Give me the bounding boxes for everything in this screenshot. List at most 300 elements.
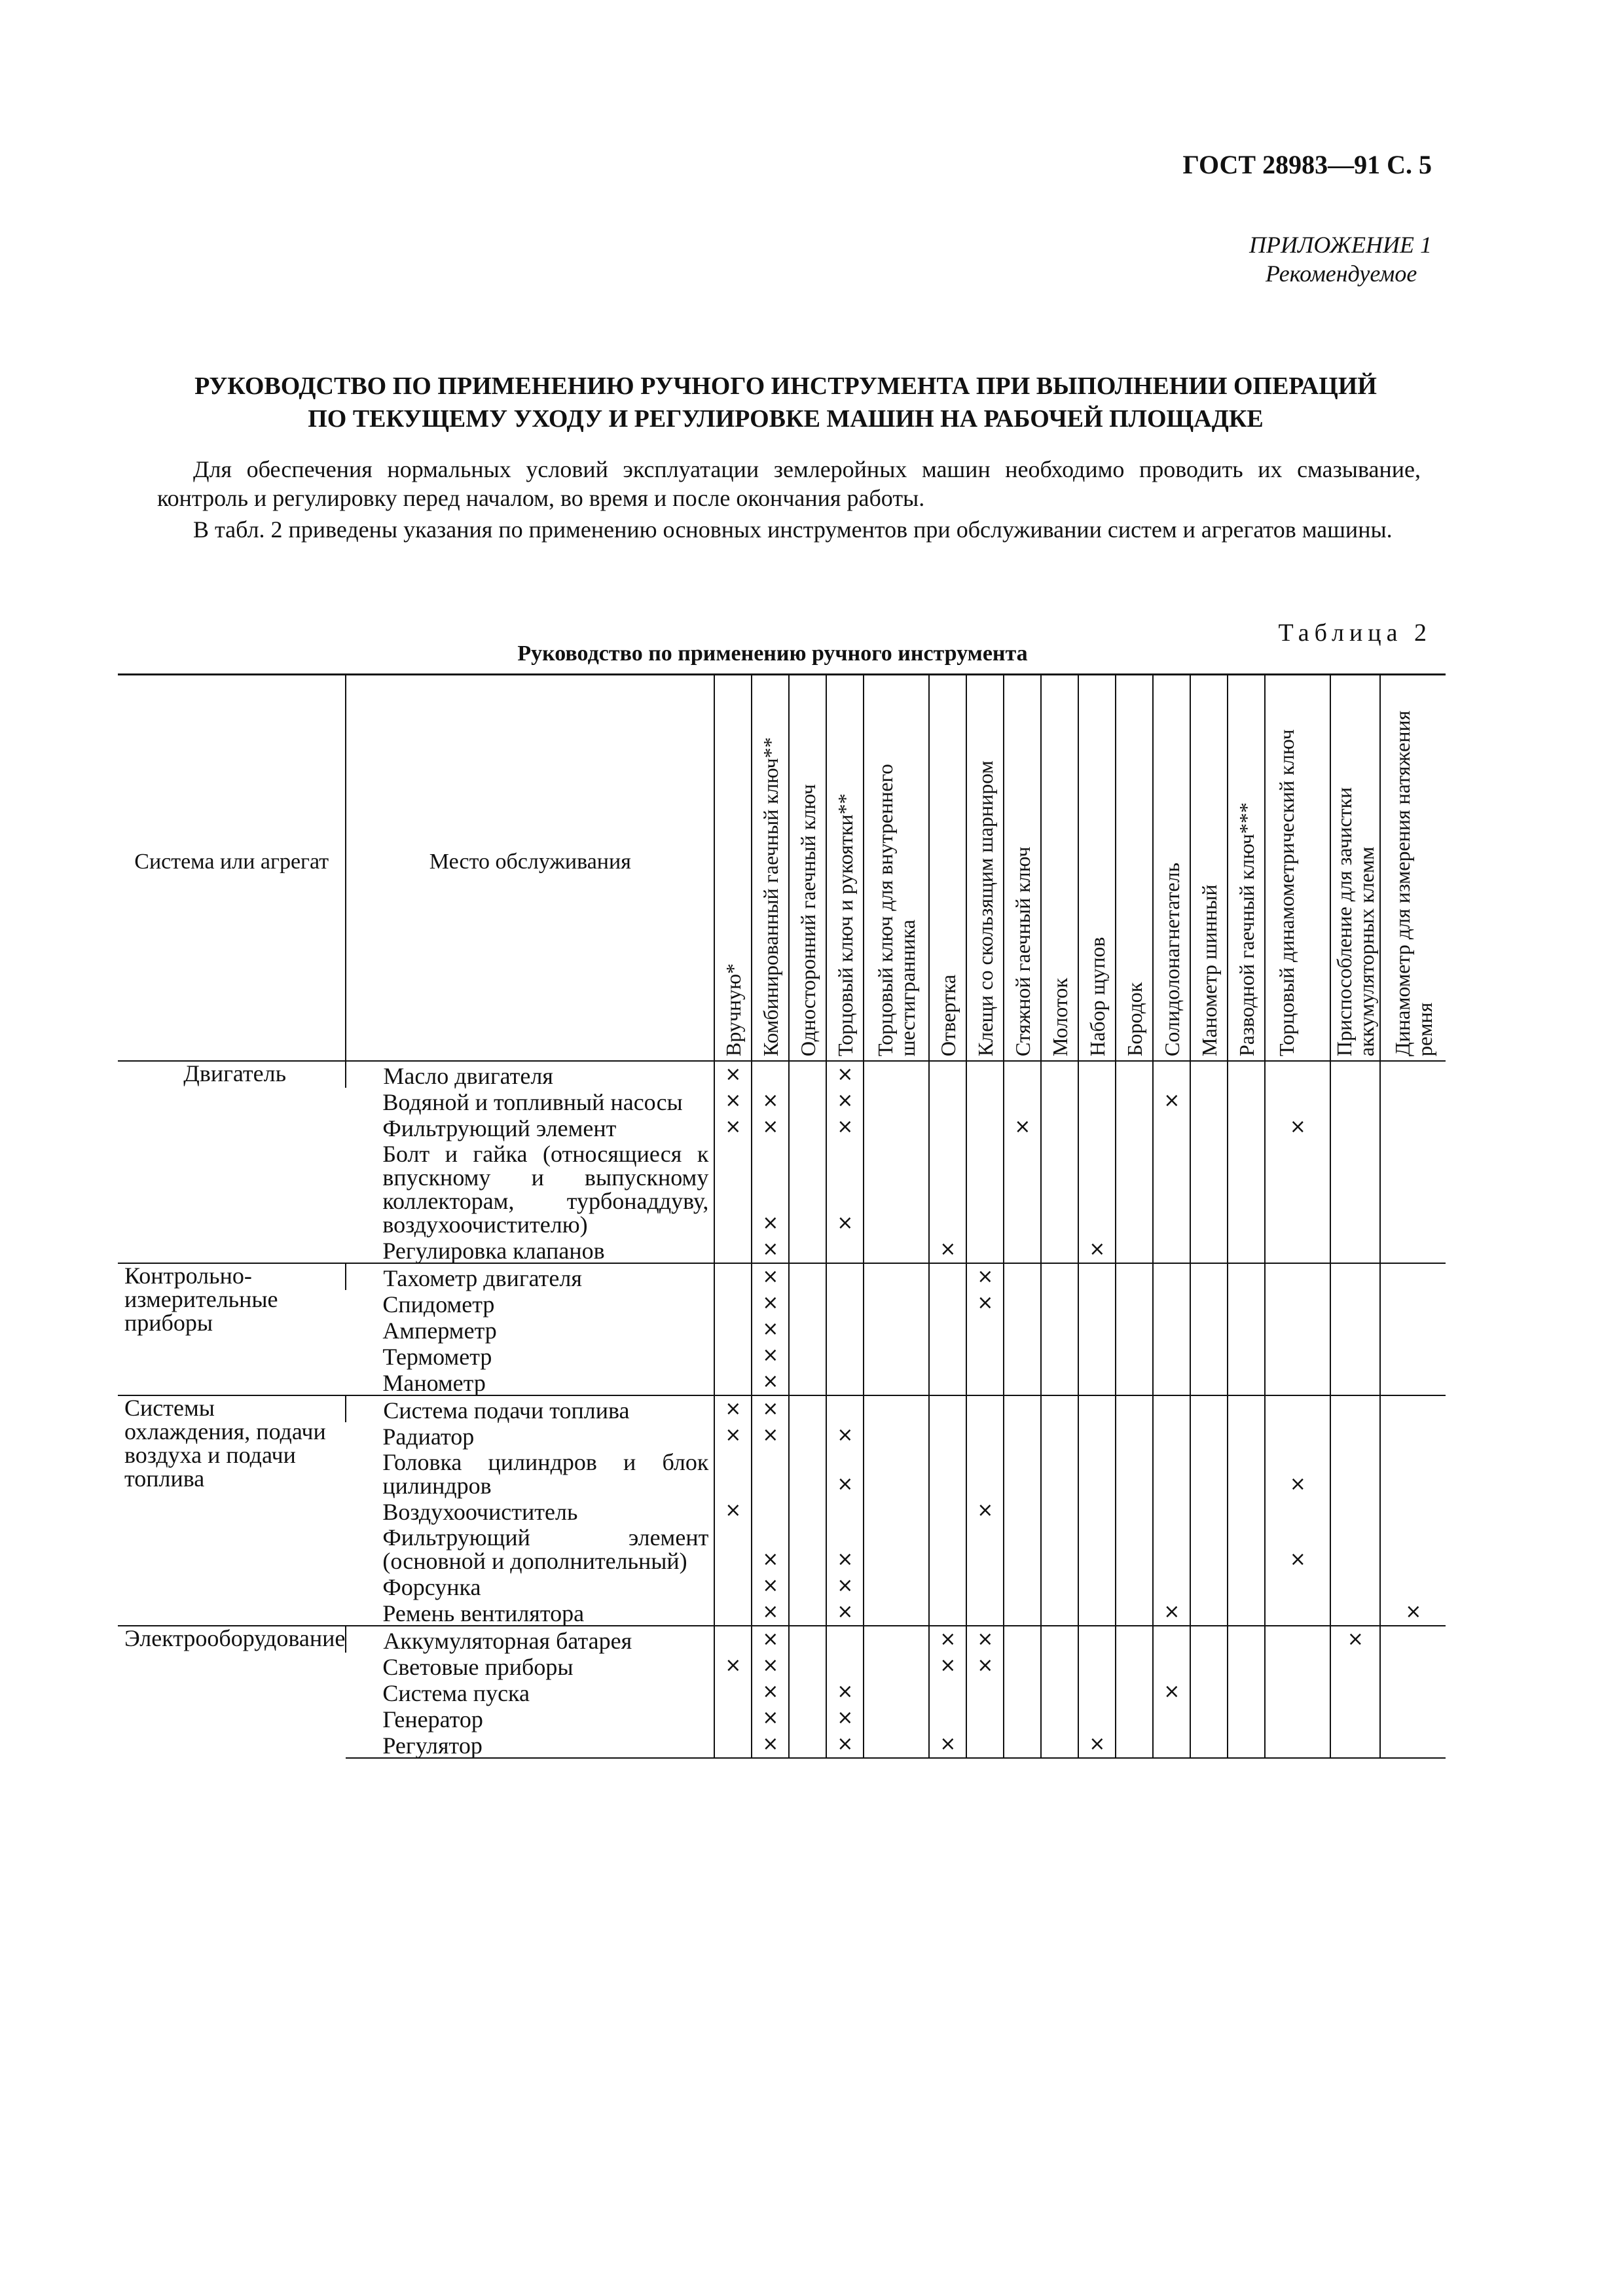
mark-cell: [1153, 1263, 1190, 1290]
mark-cell: [929, 1088, 966, 1114]
mark-cell: [826, 1342, 864, 1369]
mark-cell: [1004, 1573, 1041, 1599]
header-tool-4: [864, 675, 929, 1062]
mark-cell: ×: [1153, 1088, 1190, 1114]
place-cell: Манометр: [382, 1370, 486, 1396]
mark-cell: [1380, 1422, 1446, 1448]
mark-cell: [1041, 1422, 1078, 1448]
mark-cell: [1004, 1061, 1041, 1088]
tool-label: Набор щупов: [1085, 937, 1109, 1056]
mark-cell: [1265, 1599, 1330, 1626]
mark-cell: ×: [966, 1263, 1004, 1290]
mark-cell: ×: [1004, 1114, 1041, 1140]
mark-cell: [1004, 1422, 1041, 1448]
mark-cell: [1265, 1626, 1330, 1653]
place-cell: Термометр: [382, 1344, 492, 1370]
mark-cell: [1041, 1573, 1078, 1599]
mark-cell: [1380, 1395, 1446, 1422]
tool-label: Комбинированный гаечный ключ**: [758, 737, 782, 1056]
table-row: [118, 1626, 1446, 1653]
mark-cell: [1190, 1088, 1228, 1114]
header-tool-6: [966, 675, 1004, 1062]
mark-cell: ×: [826, 1061, 864, 1088]
mark-cell: [1380, 1524, 1446, 1573]
mark-cell: [864, 1088, 929, 1114]
mark-cell: [1116, 1342, 1153, 1369]
mark-cell: ×: [752, 1599, 789, 1626]
mark-cell: ×: [752, 1524, 789, 1573]
mark-cell: [1228, 1395, 1265, 1422]
mark-cell: ×: [714, 1395, 752, 1422]
mark-cell: [1330, 1088, 1380, 1114]
mark-cell: [1153, 1114, 1190, 1140]
tool-label: Односторонний гаечный ключ: [795, 783, 820, 1056]
mark-cell: [826, 1626, 864, 1653]
mark-cell: [1004, 1316, 1041, 1342]
place-cell: Система подачи топлива: [346, 1395, 714, 1422]
mark-cell: [826, 1263, 864, 1290]
mark-cell: [1330, 1599, 1380, 1626]
mark-cell: [929, 1498, 966, 1524]
mark-cell: [1041, 1498, 1078, 1524]
mark-cell: [826, 1316, 864, 1342]
mark-cell: ×: [752, 1573, 789, 1599]
mark-cell: [864, 1236, 929, 1263]
mark-cell: [1004, 1395, 1041, 1422]
mark-cell: [1190, 1422, 1228, 1448]
mark-cell: [1041, 1626, 1078, 1653]
mark-cell: [1004, 1236, 1041, 1263]
place-cell: Воздухоочиститель: [382, 1499, 578, 1525]
appendix-status: Рекомендуемое: [1266, 260, 1417, 287]
mark-cell: [966, 1524, 1004, 1573]
mark-cell: [1265, 1263, 1330, 1290]
header-tool-10: [1116, 675, 1153, 1062]
mark-cell: [752, 1061, 789, 1088]
mark-cell: [1041, 1061, 1078, 1088]
mark-cell: [789, 1263, 826, 1290]
mark-cell: [1330, 1236, 1380, 1263]
mark-cell: ×: [966, 1290, 1004, 1316]
mark-cell: [966, 1088, 1004, 1114]
mark-cell: [1116, 1599, 1153, 1626]
mark-cell: [1041, 1290, 1078, 1316]
mark-cell: [1078, 1395, 1116, 1422]
place-cell: Регулятор: [346, 1731, 714, 1758]
mark-cell: ×: [752, 1422, 789, 1448]
mark-cell: [826, 1369, 864, 1395]
mark-cell: [929, 1290, 966, 1316]
mark-cell: [1228, 1263, 1265, 1290]
tool-label: Разводной гаечный ключ***: [1234, 802, 1258, 1056]
mark-cell: [1330, 1448, 1380, 1498]
mark-cell: [1265, 1088, 1330, 1114]
mark-cell: [1380, 1653, 1446, 1679]
mark-cell: [966, 1342, 1004, 1369]
mark-cell: ×: [752, 1395, 789, 1422]
mark-cell: [864, 1653, 929, 1679]
place-cell: Генератор: [382, 1706, 483, 1732]
mark-cell: ×: [752, 1731, 789, 1758]
mark-cell: [1228, 1448, 1265, 1498]
mark-cell: [1078, 1573, 1116, 1599]
mark-cell: [1116, 1290, 1153, 1316]
mark-cell: [1380, 1626, 1446, 1653]
mark-cell: [1004, 1679, 1041, 1705]
mark-cell: [864, 1448, 929, 1498]
mark-cell: [789, 1422, 826, 1448]
mark-cell: [752, 1498, 789, 1524]
mark-cell: [1004, 1448, 1041, 1498]
section-title: [131, 370, 1440, 435]
mark-cell: [1078, 1626, 1116, 1653]
mark-cell: [1265, 1653, 1330, 1679]
mark-cell: ×: [929, 1731, 966, 1758]
place-cell: Водяной и топливный насосы: [382, 1089, 683, 1115]
mark-cell: [714, 1626, 752, 1653]
place-cell: Радиатор: [382, 1424, 475, 1450]
mark-cell: [1116, 1448, 1153, 1498]
place-cell: Регулировка клапанов: [382, 1238, 605, 1264]
mark-cell: [752, 1448, 789, 1498]
mark-cell: [1228, 1524, 1265, 1573]
tool-label: Манометр шинный: [1197, 884, 1221, 1056]
mark-cell: [1380, 1731, 1446, 1758]
header-tool-8: [1041, 675, 1078, 1062]
mark-cell: [789, 1599, 826, 1626]
mark-cell: [1265, 1395, 1330, 1422]
mark-cell: [1041, 1263, 1078, 1290]
mark-cell: [1265, 1061, 1330, 1088]
mark-cell: [1190, 1061, 1228, 1088]
mark-cell: [1380, 1236, 1446, 1263]
mark-cell: [714, 1679, 752, 1705]
mark-cell: [1330, 1263, 1380, 1290]
mark-cell: [1078, 1448, 1116, 1498]
header-tool-12: [1190, 675, 1228, 1062]
mark-cell: [1004, 1599, 1041, 1626]
mark-cell: [789, 1705, 826, 1731]
mark-cell: [1041, 1731, 1078, 1758]
mark-cell: [1228, 1140, 1265, 1236]
title-line-1: РУКОВОДСТВО ПО ПРИМЕНЕНИЮ РУЧНОГО ИНСТРУМЕНТА ПРИ ВЫПОЛНЕНИИ ОПЕРАЦИЙ: [194, 372, 1377, 400]
tool-label: Клещи со скользящим шарниром: [973, 761, 997, 1056]
mark-cell: ×: [752, 1316, 789, 1342]
mark-cell: [1380, 1369, 1446, 1395]
mark-cell: [789, 1498, 826, 1524]
mark-cell: [966, 1705, 1004, 1731]
mark-cell: ×: [966, 1626, 1004, 1653]
mark-cell: [1190, 1626, 1228, 1653]
mark-cell: [864, 1626, 929, 1653]
mark-cell: [1078, 1316, 1116, 1342]
mark-cell: [864, 1140, 929, 1236]
mark-cell: [1330, 1369, 1380, 1395]
mark-cell: [789, 1679, 826, 1705]
mark-cell: [1330, 1316, 1380, 1342]
mark-cell: [929, 1422, 966, 1448]
mark-cell: [1153, 1498, 1190, 1524]
header-tool-3: [826, 675, 864, 1062]
mark-cell: [1330, 1524, 1380, 1573]
mark-cell: [1228, 1114, 1265, 1140]
header-tool-16: [1380, 675, 1446, 1062]
header-place: Место обслуживания: [346, 675, 714, 1062]
mark-cell: [1116, 1140, 1153, 1236]
mark-cell: [1190, 1369, 1228, 1395]
mark-cell: [1330, 1653, 1380, 1679]
mark-cell: ×: [752, 1263, 789, 1290]
mark-cell: [714, 1599, 752, 1626]
mark-cell: [1153, 1342, 1190, 1369]
mark-cell: [1116, 1236, 1153, 1263]
mark-cell: [1380, 1290, 1446, 1316]
mark-cell: [789, 1342, 826, 1369]
mark-cell: [1004, 1369, 1041, 1395]
mark-cell: [1153, 1524, 1190, 1573]
appendix-label: ПРИЛОЖЕНИЕ 1: [1249, 232, 1432, 258]
mark-cell: [966, 1114, 1004, 1140]
system-cell: Системы охлаждения, подачи воздуха и подачи топлива: [118, 1395, 346, 1626]
tool-label: Стяжной гаечный ключ: [1010, 846, 1034, 1056]
mark-cell: [826, 1498, 864, 1524]
mark-cell: [929, 1448, 966, 1498]
mark-cell: ×: [1153, 1679, 1190, 1705]
table-caption: Руководство по применению ручного инструмента: [517, 641, 1028, 666]
mark-cell: [1116, 1088, 1153, 1114]
mark-cell: [1153, 1369, 1190, 1395]
tool-label: Приспособление для зачистки аккумуляторных клемм: [1332, 787, 1379, 1056]
mark-cell: ×: [752, 1290, 789, 1316]
mark-cell: [1153, 1395, 1190, 1422]
mark-cell: [1153, 1140, 1190, 1236]
mark-cell: [1078, 1524, 1116, 1573]
mark-cell: [864, 1369, 929, 1395]
mark-cell: [1380, 1140, 1446, 1236]
mark-cell: [1380, 1088, 1446, 1114]
place-cell: Фильтрующий элемент: [382, 1115, 617, 1141]
mark-cell: [1116, 1263, 1153, 1290]
mark-cell: [1153, 1448, 1190, 1498]
mark-cell: [1380, 1342, 1446, 1369]
mark-cell: ×: [826, 1422, 864, 1448]
mark-cell: [966, 1422, 1004, 1448]
mark-cell: [1228, 1290, 1265, 1316]
mark-cell: [1116, 1524, 1153, 1573]
mark-cell: ×: [1078, 1731, 1116, 1758]
mark-cell: [1380, 1114, 1446, 1140]
mark-cell: [1265, 1573, 1330, 1599]
mark-cell: [1078, 1290, 1116, 1316]
mark-cell: ×: [752, 1342, 789, 1369]
mark-cell: ×: [929, 1236, 966, 1263]
tool-label: Отвертка: [936, 974, 960, 1056]
place-cell: Фильтрующий элемент (основной и дополнительный): [382, 1524, 709, 1574]
mark-cell: [789, 1395, 826, 1422]
system-cell: Контрольно-измерительные приборы: [118, 1263, 346, 1395]
mark-cell: [864, 1573, 929, 1599]
mark-cell: [864, 1731, 929, 1758]
mark-cell: [1228, 1599, 1265, 1626]
mark-cell: ×: [826, 1140, 864, 1236]
mark-cell: [966, 1679, 1004, 1705]
mark-cell: [1330, 1573, 1380, 1599]
mark-cell: [1265, 1140, 1330, 1236]
mark-cell: [1078, 1599, 1116, 1626]
mark-cell: [1228, 1679, 1265, 1705]
header-tool-9: [1078, 675, 1116, 1062]
mark-cell: [1190, 1316, 1228, 1342]
mark-cell: [1004, 1498, 1041, 1524]
mark-cell: ×: [826, 1114, 864, 1140]
mark-cell: [714, 1263, 752, 1290]
mark-cell: [1153, 1573, 1190, 1599]
mark-cell: [864, 1114, 929, 1140]
mark-cell: [1116, 1422, 1153, 1448]
mark-cell: [1265, 1422, 1330, 1448]
mark-cell: [864, 1316, 929, 1342]
mark-cell: [714, 1369, 752, 1395]
mark-cell: [929, 1114, 966, 1140]
place-cell: Амперметр: [382, 1318, 497, 1344]
mark-cell: ×: [752, 1679, 789, 1705]
header-tool-15: [1330, 675, 1380, 1062]
mark-cell: [826, 1236, 864, 1263]
mark-cell: ×: [752, 1705, 789, 1731]
place-cell: Ремень вентилятора: [382, 1600, 585, 1626]
mark-cell: [714, 1448, 752, 1498]
mark-cell: [1190, 1290, 1228, 1316]
mark-cell: [826, 1290, 864, 1316]
mark-cell: [929, 1316, 966, 1342]
mark-cell: [1004, 1653, 1041, 1679]
mark-cell: [1078, 1061, 1116, 1088]
mark-cell: [1078, 1422, 1116, 1448]
mark-cell: [1265, 1316, 1330, 1342]
mark-cell: [1116, 1395, 1153, 1422]
mark-cell: ×: [714, 1061, 752, 1088]
mark-cell: ×: [752, 1088, 789, 1114]
place-cell: Форсунка: [382, 1574, 481, 1600]
mark-cell: [1265, 1342, 1330, 1369]
mark-cell: [929, 1369, 966, 1395]
mark-cell: [1153, 1061, 1190, 1088]
tool-label: Динамометр для измерения натяжения ремня: [1390, 710, 1436, 1056]
mark-cell: [864, 1395, 929, 1422]
mark-cell: [714, 1342, 752, 1369]
mark-cell: [1116, 1731, 1153, 1758]
mark-cell: [1153, 1236, 1190, 1263]
mark-cell: [1078, 1369, 1116, 1395]
mark-cell: [966, 1395, 1004, 1422]
mark-cell: [1228, 1236, 1265, 1263]
mark-cell: [1330, 1342, 1380, 1369]
mark-cell: [714, 1290, 752, 1316]
header-tool-1: [752, 675, 789, 1062]
mark-cell: [789, 1369, 826, 1395]
mark-cell: [1380, 1705, 1446, 1731]
mark-cell: [929, 1263, 966, 1290]
title-line-2: ПО ТЕКУЩЕМУ УХОДУ И РЕГУЛИРОВКЕ МАШИН НА РАБОЧЕЙ ПЛОЩАДКЕ: [308, 405, 1264, 433]
tool-label: Торцовый ключ и рукоятки**: [833, 793, 857, 1056]
mark-cell: [1041, 1395, 1078, 1422]
mark-cell: ×: [752, 1140, 789, 1236]
mark-cell: [1041, 1342, 1078, 1369]
mark-cell: ×: [1153, 1599, 1190, 1626]
mark-cell: [1041, 1114, 1078, 1140]
mark-cell: [1041, 1448, 1078, 1498]
mark-cell: [1116, 1369, 1153, 1395]
mark-cell: [1153, 1316, 1190, 1342]
mark-cell: [714, 1731, 752, 1758]
mark-cell: ×: [752, 1114, 789, 1140]
mark-cell: [1330, 1290, 1380, 1316]
mark-cell: [1330, 1731, 1380, 1758]
mark-cell: [1265, 1731, 1330, 1758]
mark-cell: [1228, 1061, 1265, 1088]
mark-cell: [1078, 1140, 1116, 1236]
system-cell: Электрооборудование: [118, 1626, 346, 1758]
mark-cell: [1190, 1573, 1228, 1599]
mark-cell: ×: [929, 1653, 966, 1679]
mark-cell: ×: [826, 1573, 864, 1599]
mark-cell: [714, 1573, 752, 1599]
appendix-block: [1249, 230, 1432, 288]
header-tool-13: [1228, 675, 1265, 1062]
mark-cell: [1078, 1088, 1116, 1114]
mark-cell: [1190, 1448, 1228, 1498]
mark-cell: [1004, 1263, 1041, 1290]
mark-cell: [789, 1088, 826, 1114]
mark-cell: [1228, 1653, 1265, 1679]
mark-cell: ×: [826, 1705, 864, 1731]
table-row: [118, 1061, 1446, 1088]
mark-cell: ×: [966, 1653, 1004, 1679]
mark-cell: [929, 1342, 966, 1369]
mark-cell: [1330, 1679, 1380, 1705]
mark-cell: ×: [1265, 1448, 1330, 1498]
mark-cell: [789, 1626, 826, 1653]
mark-cell: [929, 1524, 966, 1573]
mark-cell: [1004, 1140, 1041, 1236]
mark-cell: [1228, 1626, 1265, 1653]
mark-cell: ×: [752, 1653, 789, 1679]
mark-cell: [864, 1498, 929, 1524]
mark-cell: [864, 1290, 929, 1316]
mark-cell: [789, 1653, 826, 1679]
mark-cell: [1041, 1369, 1078, 1395]
mark-cell: [864, 1524, 929, 1573]
header-tool-14: [1265, 675, 1330, 1062]
mark-cell: [1228, 1369, 1265, 1395]
mark-cell: [929, 1395, 966, 1422]
mark-cell: [1190, 1679, 1228, 1705]
mark-cell: [1116, 1114, 1153, 1140]
mark-cell: ×: [714, 1653, 752, 1679]
mark-cell: ×: [826, 1448, 864, 1498]
mark-cell: [1078, 1653, 1116, 1679]
mark-cell: [714, 1705, 752, 1731]
mark-cell: [1228, 1316, 1265, 1342]
mark-cell: [1265, 1679, 1330, 1705]
mark-cell: [1041, 1599, 1078, 1626]
mark-cell: ×: [1078, 1236, 1116, 1263]
mark-cell: [1380, 1448, 1446, 1498]
mark-cell: [1116, 1498, 1153, 1524]
header-tool-7: [1004, 675, 1041, 1062]
header-tool-0: [714, 675, 752, 1062]
mark-cell: [1228, 1088, 1265, 1114]
